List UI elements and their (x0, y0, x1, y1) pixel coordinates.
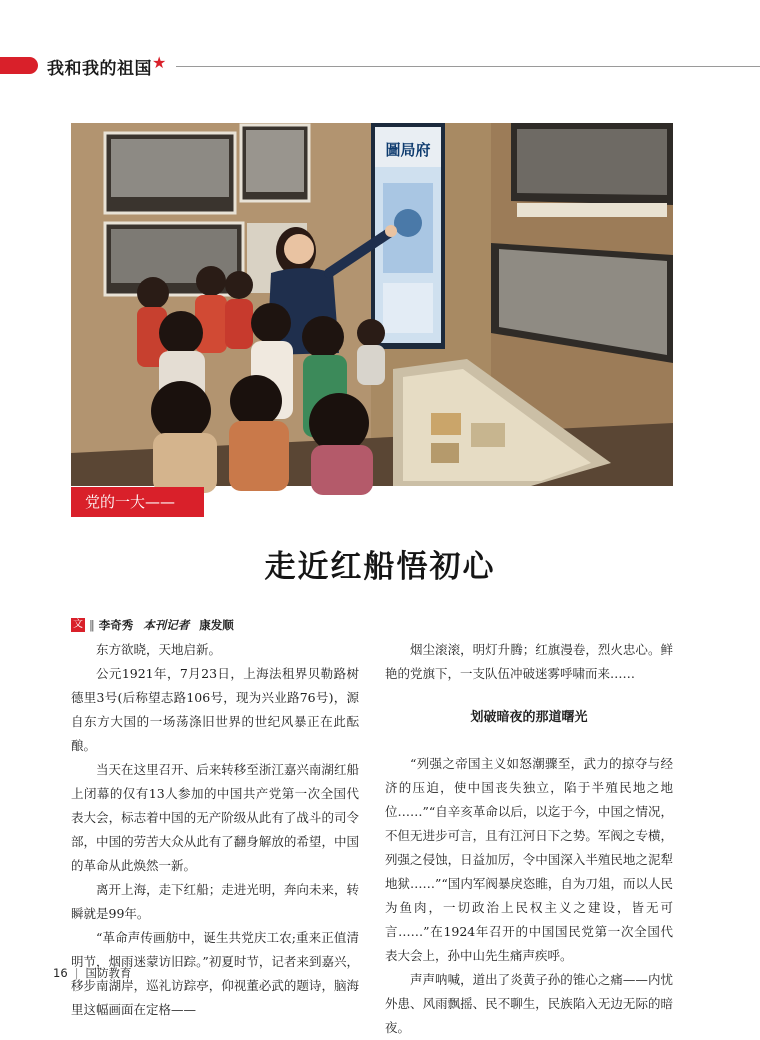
byline-role: 本刊记者 (143, 618, 190, 632)
byline (71, 617, 234, 633)
byline-author: 李奇秀 (98, 618, 134, 632)
paragraph: 离开上海，走下红船；走进光明，奔向未来，转瞬就是99年。 (71, 882, 359, 921)
magazine-name: 国防教育 (85, 966, 132, 980)
star-icon: ★ (152, 53, 167, 72)
section-title: 我和我的祖国 (47, 59, 152, 79)
paragraph: “列强之帝国主义如怒潮骤至，武力的掠夺与经济的压迫，使中国丧失独立，陷于半殖民地之地位……”“自辛亥革命以后，以迄于今，中国之情况，不但无进步可言，且有江河日下之势。军阀之专横，列强之侵蚀，日益加厉，令中国深入半殖民地之泥犁地狱……”“国内军阀暴戾恣睢，自为刀俎，而以人民为鱼肉，一切政治上民权主义之建设，皆无可言……”在1924年召开的中国国民党第一次全国代表大会上，孙中山先生痛声疾呼。 (385, 756, 673, 963)
header-divider (176, 66, 760, 67)
article-headline: 走近红船悟初心 (264, 549, 496, 585)
header-red-tab (0, 57, 38, 74)
page-footer (53, 965, 132, 981)
paragraph: 烟尘滚滚，明灯升腾；红旗漫卷，烈火忠心。鲜艳的党旗下，一支队伍冲破迷雾呼啸而来…… (385, 642, 673, 681)
series-tag: 党的一大—— (71, 487, 204, 517)
paragraph: 东方欲晓，天地启新。 (96, 642, 222, 657)
footer-separator: | (74, 966, 79, 980)
article-column-right (385, 638, 673, 1040)
paragraph: “革命声传画舫中，诞生共党庆工农;重来正值清明节，烟雨迷蒙访旧踪。”初夏时节，记者来到嘉兴，移步南湖岸，巡礼访踪亭，仰视董必武的题诗，脑海里这幅画面在定格—— (71, 930, 359, 1017)
paragraph: 声声呐喊，道出了炎黄子孙的锥心之痛——内忧外患、风雨飘摇、民不聊生，民族陷入无边无际的暗夜。 (385, 972, 673, 1035)
article-photo (71, 123, 673, 486)
poster-text: 圖局府 (385, 141, 431, 159)
byline-reporter: 康发顺 (199, 618, 234, 632)
byline-wen-badge: 文 (73, 619, 83, 630)
paragraph: 当天在这里召开、后来转移至浙江嘉兴南湖红船上闭幕的仅有13人参加的中国共产党第一次全国代表大会，标志着中国的无产阶级从此有了战斗的司令部，中国的劳苦大众从此有了翻身解放的希望，中国的革命从此焕然一新。 (71, 762, 359, 873)
page-number: 16 (53, 966, 68, 980)
byline-separator: ‖ (89, 618, 95, 632)
section-subheading: 划破暗夜的那道曙光 (470, 710, 588, 725)
paragraph: 公元1921年，7月23日，上海法租界贝勒路树德里3号(后称望志路106号，现为兴业路76号)，源自东方大国的一场荡涤旧世界的世纪风暴正在此酝酿。 (71, 666, 359, 753)
